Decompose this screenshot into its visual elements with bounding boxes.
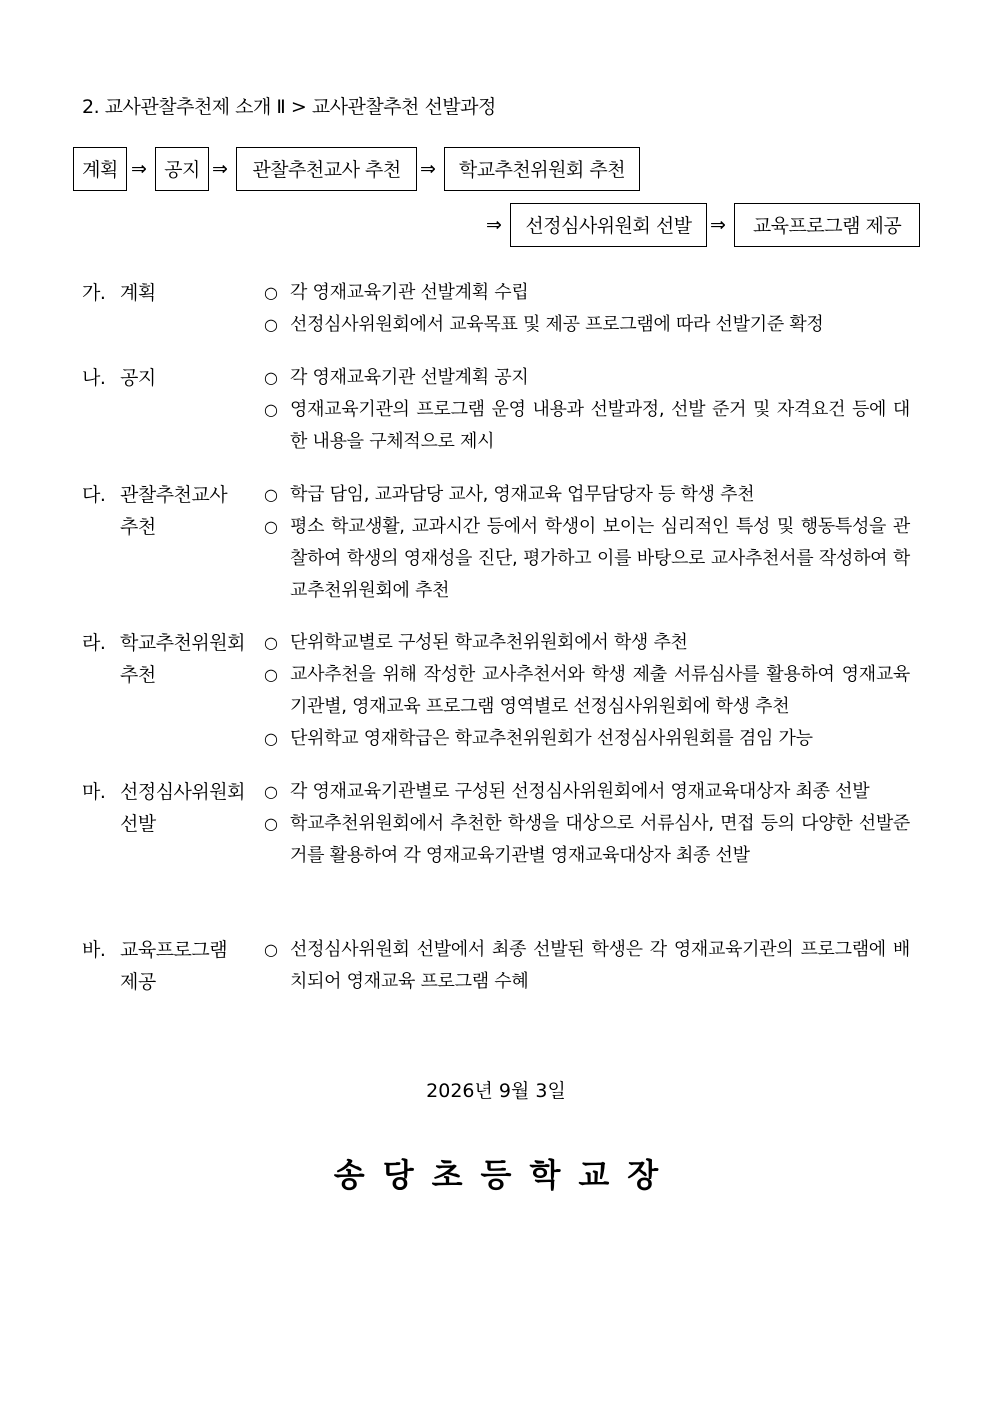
- list-item: ○ 단위학교별로 구성된 학교추천위원회에서 학생 추천: [264, 627, 910, 659]
- flow-arrow: ⇒: [486, 214, 502, 236]
- list-item: ○ 각 영재교육기관별로 구성된 선정심사위원회에서 영재교육대상자 최종 선발: [264, 776, 910, 808]
- list-item: ○ 단위학교 영재학급은 학교추천위원회가 선정심사위원회를 겸임 가능: [264, 723, 910, 755]
- section-title: 계획: [120, 282, 156, 304]
- section-title: 공지: [120, 367, 156, 389]
- circle-bullet-icon: ○: [264, 940, 278, 959]
- section-number: 나.: [82, 367, 106, 389]
- section-items: [264, 277, 910, 341]
- section-title: 관찰추천교사: [120, 484, 228, 506]
- circle-bullet-icon: ○: [264, 315, 278, 334]
- section-title-cont: 추천: [120, 516, 156, 538]
- section-label: [82, 362, 156, 394]
- section-title: 학교추천위원회: [120, 632, 245, 654]
- circle-bullet-icon: ○: [264, 400, 278, 419]
- section-items: [264, 479, 910, 607]
- section-label: [82, 627, 245, 691]
- section-number: 다.: [82, 484, 106, 506]
- flow-step-teacher-recommend: 관찰추천교사 추천: [236, 147, 417, 191]
- section-items: [264, 934, 910, 998]
- flow-arrow: ⇒: [131, 158, 147, 180]
- section-label: [82, 776, 245, 840]
- circle-bullet-icon: ○: [264, 814, 278, 833]
- circle-bullet-icon: ○: [264, 782, 278, 801]
- flow-step-selection-committee: 선정심사위원회 선발: [510, 203, 707, 247]
- section-items: [264, 776, 910, 872]
- list-item: ○ 학교추천위원회에서 추천한 학생을 대상으로 서류심사, 면접 등의 다양한 선발준거를 활용하여 각 영재교육기관별 영재교육대상자 최종 선발: [264, 808, 910, 872]
- section-number: 가.: [82, 282, 106, 304]
- flow-arrow: ⇒: [212, 158, 228, 180]
- section-items: [264, 627, 910, 755]
- section-number: 라.: [82, 632, 106, 654]
- circle-bullet-icon: ○: [264, 665, 278, 684]
- flow-step-school-committee: 학교추천위원회 추천: [444, 147, 640, 191]
- list-item: ○ 학급 담임, 교과담당 교사, 영재교육 업무담당자 등 학생 추천: [264, 479, 910, 511]
- circle-bullet-icon: ○: [264, 485, 278, 504]
- list-item: ○ 각 영재교육기관 선발계획 수립: [264, 277, 910, 309]
- section-label: [82, 934, 227, 998]
- section-number: 마.: [82, 781, 106, 803]
- signature-principal: 송당초등학교장: [333, 1156, 677, 1194]
- flow-step-education-program: 교육프로그램 제공: [734, 203, 920, 247]
- list-item: ○ 선정심사위원회에서 교육목표 및 제공 프로그램에 따라 선발기준 확정: [264, 309, 910, 341]
- list-item: ○ 평소 학교생활, 교과시간 등에서 학생이 보이는 심리적인 특성 및 행동특성을 관찰하여 학생의 영재성을 진단, 평가하고 이를 바탕으로 교사추천서를 작성하여 학교추천위원회에 추천: [264, 511, 910, 607]
- flow-arrow: ⇒: [420, 158, 436, 180]
- section-label: [82, 479, 227, 543]
- circle-bullet-icon: ○: [264, 633, 278, 652]
- section-label: [82, 277, 156, 309]
- flow-arrow: ⇒: [710, 214, 726, 236]
- section-items: [264, 362, 910, 458]
- flow-step-plan: 계획: [73, 147, 127, 191]
- list-item: ○ 선정심사위원회 선발에서 최종 선발된 학생은 각 영재교육기관의 프로그램에 배치되어 영재교육 프로그램 수혜: [264, 934, 910, 998]
- section-title-cont: 제공: [120, 971, 156, 993]
- section-title-cont: 추천: [120, 664, 156, 686]
- section-heading: 2. 교사관찰추천제 소개 Ⅱ > 교사관찰추천 선발과정: [82, 96, 496, 118]
- circle-bullet-icon: ○: [264, 283, 278, 302]
- document-date: 2026년 9월 3일: [426, 1080, 566, 1102]
- list-item: ○ 각 영재교육기관 선발계획 공지: [264, 362, 910, 394]
- section-number: 바.: [82, 939, 106, 961]
- circle-bullet-icon: ○: [264, 517, 278, 536]
- list-item: ○ 교사추천을 위해 작성한 교사추천서와 학생 제출 서류심사를 활용하여 영재교육기관별, 영재교육 프로그램 영역별로 선정심사위원회에 학생 추천: [264, 659, 910, 723]
- circle-bullet-icon: ○: [264, 729, 278, 748]
- section-title-cont: 선발: [120, 813, 156, 835]
- flow-step-notice: 공지: [155, 147, 209, 191]
- section-title: 선정심사위원회: [120, 781, 245, 803]
- list-item: ○ 영재교육기관의 프로그램 운영 내용과 선발과정, 선발 준거 및 자격요건 등에 대한 내용을 구체적으로 제시: [264, 394, 910, 458]
- section-title: 교육프로그램: [120, 939, 228, 961]
- circle-bullet-icon: ○: [264, 368, 278, 387]
